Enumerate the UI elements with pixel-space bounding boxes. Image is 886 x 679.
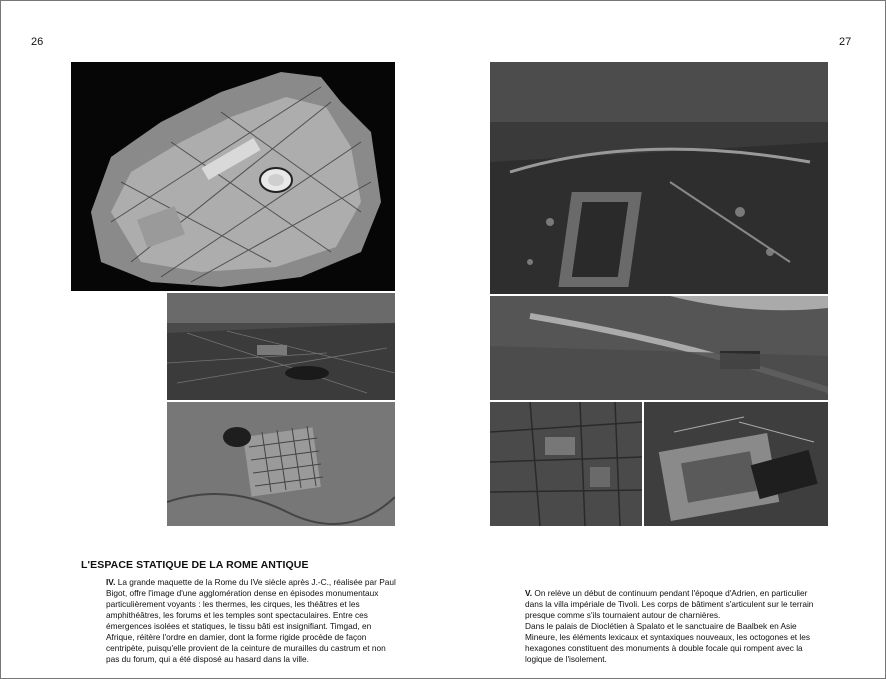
tivoli-villa-photo	[490, 62, 828, 294]
rome-model-photo	[71, 62, 395, 291]
baalbek-sanctuary-photo	[644, 402, 828, 526]
caption-right	[525, 588, 825, 665]
caption-left-text: La grande maquette de la Rome du IVe siècle après J.-C., réalisée par Paul Bigot, offre l'image d'une agglomération dense en épisodes monumentaux particulièrement voyants : les thermes, les cirques, les théâtres et les amphithéâtres, les forums et les temples sont spectaculaires. Entre ces émergences isolées et statiques, le tissu bâti est insignifiant. Timgad, en Afrique, réitère l'ordre en damier, dont la forme rigide procède de façon centripète, puisqu'elle provient de la ceinture de murailles du castrum et non pas du forum, qui a été disposé au hasard dans la ville.	[106, 577, 396, 664]
caption-right-label: V.	[525, 588, 533, 598]
aerial-city-photo	[167, 293, 395, 400]
spalato-palace-photo	[490, 402, 642, 526]
page-number-right: 27	[839, 36, 852, 48]
page-number-left: 26	[31, 36, 44, 48]
section-title: L'ESPACE STATIQUE DE LA ROME ANTIQUE	[81, 559, 309, 571]
timgad-aerial-photo	[167, 402, 395, 526]
river-landscape-photo	[490, 296, 828, 400]
caption-left	[106, 577, 396, 665]
caption-right-text-1: On relève un début de continuum pendant l'époque d'Adrien, en particulier dans la villa impériale de Tivoli. Les corps de bâtiment s'articulent sur le terrain presque comme s'ils tournaient autour de charnières.	[525, 588, 814, 620]
caption-right-text-2: Dans le palais de Dioclétien à Spalato et le sanctuaire de Baalbek en Asie Mineure, les éléments lexicaux et syntaxiques nouveaux, les octogones et les hexagones constituent des monuments à double focale qui rompent avec la logique de l'isolement.	[525, 621, 811, 664]
caption-left-label: IV.	[106, 577, 116, 587]
